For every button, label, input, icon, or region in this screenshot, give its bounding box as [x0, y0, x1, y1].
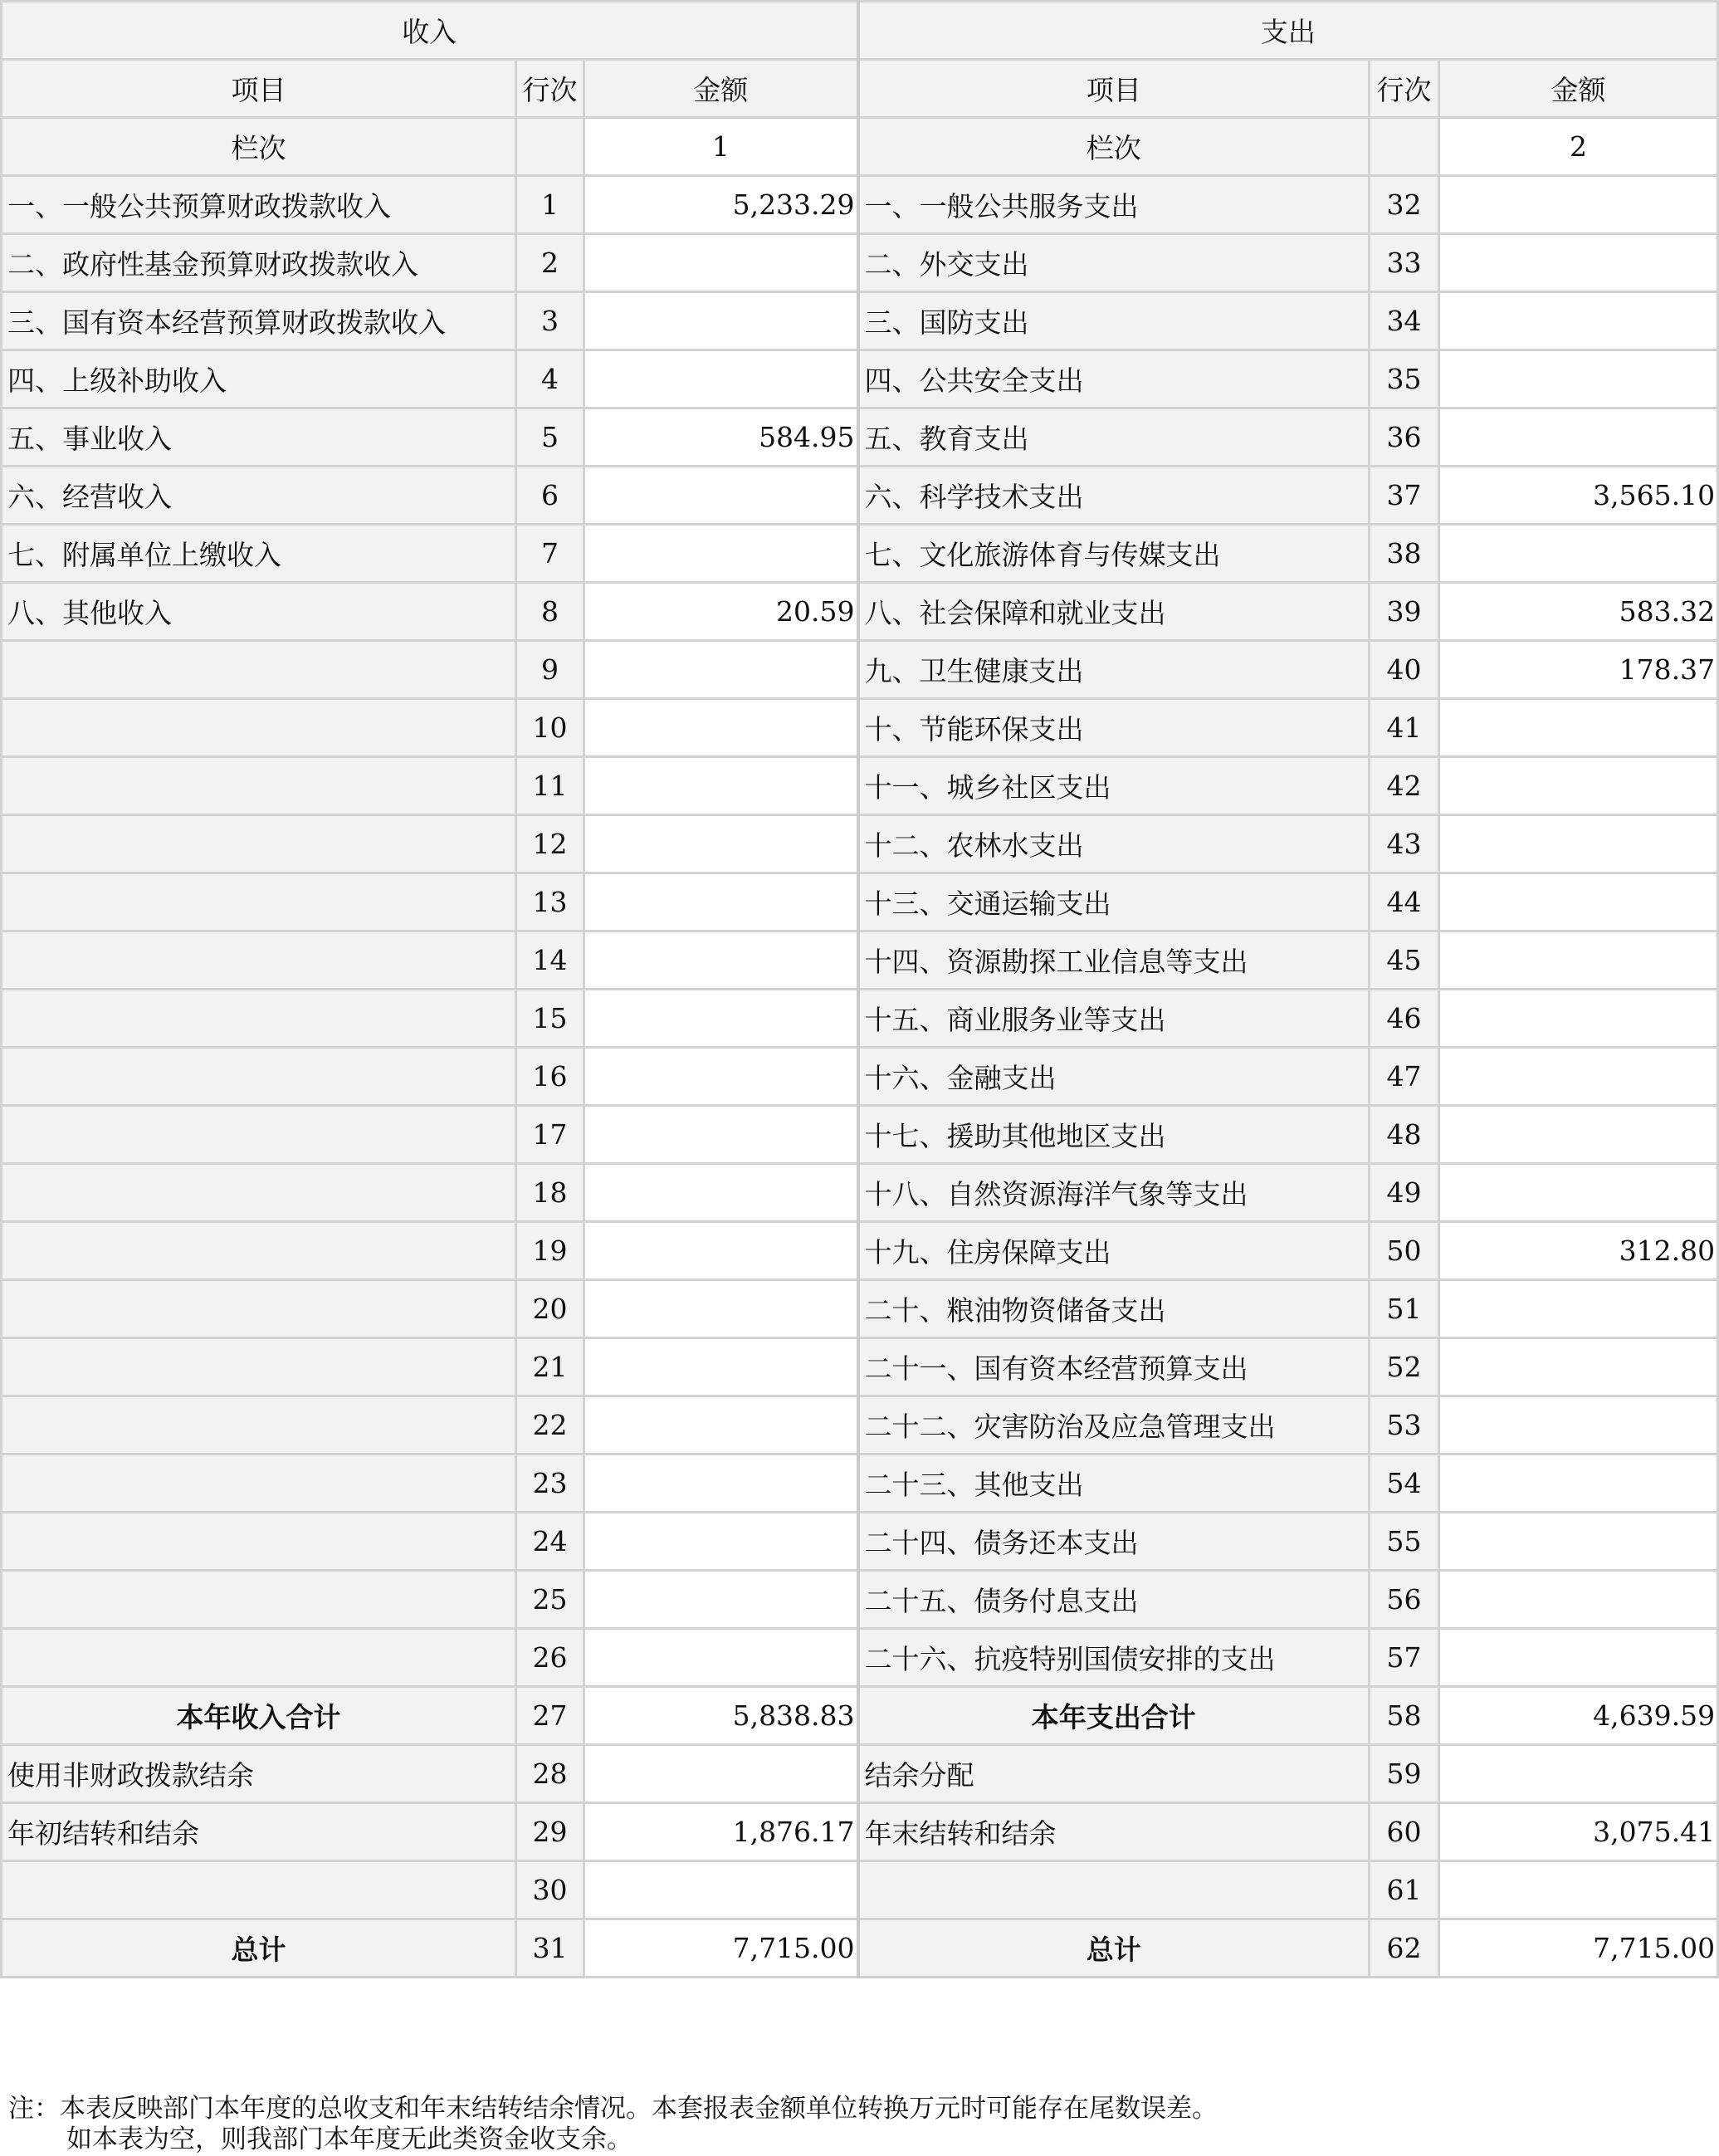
income-line-header: 行次	[516, 60, 584, 118]
income-item-cell	[2, 1513, 516, 1571]
income-item-header: 项目	[2, 60, 516, 118]
income-line-cell: 10	[516, 699, 584, 757]
table-row	[2, 1164, 1718, 1222]
income-amount-cell	[584, 1745, 858, 1803]
income-amount-cell	[584, 1513, 858, 1571]
expense-line-cell: 49	[1370, 1164, 1439, 1222]
table-row	[2, 1106, 1718, 1164]
expense-amount-cell	[1439, 1048, 1718, 1106]
expense-seq-blank	[1370, 118, 1439, 176]
income-line-cell: 22	[516, 1396, 584, 1454]
expense-amount-cell: 178.37	[1439, 641, 1718, 699]
income-amount-cell	[584, 292, 858, 350]
expense-item-cell: 三、国防支出	[858, 292, 1370, 350]
expense-line-cell: 34	[1370, 292, 1439, 350]
income-amount-cell	[584, 931, 858, 990]
income-item-cell: 七、附属单位上缴收入	[2, 525, 516, 583]
expense-amount-cell	[1439, 1513, 1718, 1571]
table-row	[2, 815, 1718, 873]
income-item-cell: 一、一般公共预算财政拨款收入	[2, 176, 516, 234]
table-row	[2, 1396, 1718, 1454]
income-item-cell	[2, 931, 516, 990]
expense-item-cell: 一、一般公共服务支出	[858, 176, 1370, 234]
income-amount-cell	[584, 815, 858, 873]
footnote-line-2: 如本表为空，则我部门本年度无此类资金收支余。	[66, 2124, 632, 2154]
expense-item-cell: 二十一、国有资本经营预算支出	[858, 1338, 1370, 1396]
expense-item-cell	[858, 1861, 1370, 1919]
income-item-cell	[2, 1571, 516, 1629]
income-line-cell: 12	[516, 815, 584, 873]
income-seq-label: 栏次	[2, 118, 516, 176]
income-line-cell: 13	[516, 873, 584, 931]
footnote-line-1: 注：本表反映部门本年度的总收支和年末结转结余情况。本套报表金额单位转换万元时可能存在尾数误差。	[8, 2094, 1218, 2124]
expense-item-cell: 二十四、债务还本支出	[858, 1513, 1370, 1571]
income-line-cell: 21	[516, 1338, 584, 1396]
expense-line-cell: 37	[1370, 467, 1439, 525]
table-row	[2, 931, 1718, 990]
expense-item-cell: 九、卫生健康支出	[858, 641, 1370, 699]
table-row	[2, 1222, 1718, 1280]
income-amount-cell	[584, 1454, 858, 1513]
expense-line-cell: 59	[1370, 1745, 1439, 1803]
income-amount-cell	[584, 641, 858, 699]
expense-item-cell: 十八、自然资源海洋气象等支出	[858, 1164, 1370, 1222]
expense-item-cell: 八、社会保障和就业支出	[858, 583, 1370, 641]
income-line-cell: 9	[516, 641, 584, 699]
income-line-cell: 30	[516, 1861, 584, 1919]
expense-item-cell: 本年支出合计	[858, 1687, 1370, 1745]
income-line-cell: 8	[516, 583, 584, 641]
expense-item-cell: 六、科学技术支出	[858, 467, 1370, 525]
section-header-row	[2, 2, 1718, 60]
expense-line-cell: 45	[1370, 931, 1439, 990]
income-line-cell: 2	[516, 234, 584, 292]
table-row	[2, 990, 1718, 1048]
income-item-cell: 三、国有资本经营预算财政拨款收入	[2, 292, 516, 350]
expense-line-cell: 53	[1370, 1396, 1439, 1454]
expense-item-cell: 总计	[858, 1919, 1370, 1978]
table-row	[2, 1919, 1718, 1978]
income-line-cell: 4	[516, 350, 584, 408]
expense-amount-cell	[1439, 1861, 1718, 1919]
income-amount-cell	[584, 467, 858, 525]
income-item-cell: 五、事业收入	[2, 408, 516, 467]
expense-amount-cell	[1439, 292, 1718, 350]
expense-line-cell: 43	[1370, 815, 1439, 873]
expense-item-cell: 十一、城乡社区支出	[858, 757, 1370, 815]
income-amount-header: 金额	[584, 60, 858, 118]
table-row	[2, 1513, 1718, 1571]
expense-amount-header: 金额	[1439, 60, 1718, 118]
expense-item-cell: 二十二、灾害防治及应急管理支出	[858, 1396, 1370, 1454]
table-row	[2, 1861, 1718, 1919]
income-section-title: 收入	[2, 2, 858, 60]
expense-line-cell: 62	[1370, 1919, 1439, 1978]
income-line-cell: 28	[516, 1745, 584, 1803]
expense-amount-cell	[1439, 699, 1718, 757]
expense-item-cell: 二十五、债务付息支出	[858, 1571, 1370, 1629]
expense-seq-label: 栏次	[858, 118, 1370, 176]
expense-amount-cell	[1439, 1629, 1718, 1687]
income-line-cell: 17	[516, 1106, 584, 1164]
expense-amount-cell: 312.80	[1439, 1222, 1718, 1280]
income-line-cell: 14	[516, 931, 584, 990]
income-amount-cell	[584, 757, 858, 815]
expense-amount-cell	[1439, 873, 1718, 931]
expense-line-cell: 44	[1370, 873, 1439, 931]
expense-line-cell: 41	[1370, 699, 1439, 757]
income-amount-cell: 5,233.29	[584, 176, 858, 234]
income-line-cell: 1	[516, 176, 584, 234]
income-amount-cell	[584, 990, 858, 1048]
expense-item-cell: 二十六、抗疫特别国债安排的支出	[858, 1629, 1370, 1687]
income-amount-cell	[584, 1338, 858, 1396]
table-row	[2, 1687, 1718, 1745]
expense-amount-cell	[1439, 1745, 1718, 1803]
table-row	[2, 1048, 1718, 1106]
income-amount-cell	[584, 1222, 858, 1280]
income-line-cell: 6	[516, 467, 584, 525]
expense-item-cell: 二十三、其他支出	[858, 1454, 1370, 1513]
table-row	[2, 1280, 1718, 1338]
income-line-cell: 20	[516, 1280, 584, 1338]
income-seq-number: 1	[584, 118, 858, 176]
expense-amount-cell: 583.32	[1439, 583, 1718, 641]
income-item-cell	[2, 1861, 516, 1919]
expense-line-cell: 58	[1370, 1687, 1439, 1745]
income-line-cell: 23	[516, 1454, 584, 1513]
income-amount-cell	[584, 525, 858, 583]
table-row	[2, 408, 1718, 467]
income-amount-cell	[584, 1571, 858, 1629]
expense-line-cell: 39	[1370, 583, 1439, 641]
expense-item-cell: 十六、金融支出	[858, 1048, 1370, 1106]
income-amount-cell: 5,838.83	[584, 1687, 858, 1745]
table-row	[2, 641, 1718, 699]
expense-amount-cell	[1439, 234, 1718, 292]
income-amount-cell	[584, 234, 858, 292]
footnote	[8, 2094, 1218, 2155]
income-line-cell: 16	[516, 1048, 584, 1106]
income-seq-blank	[516, 118, 584, 176]
income-line-cell: 5	[516, 408, 584, 467]
expense-amount-cell	[1439, 350, 1718, 408]
income-amount-cell	[584, 1164, 858, 1222]
expense-amount-cell: 7,715.00	[1439, 1919, 1718, 1978]
expense-item-cell: 五、教育支出	[858, 408, 1370, 467]
expense-amount-cell	[1439, 990, 1718, 1048]
table-row	[2, 1803, 1718, 1861]
table-row	[2, 234, 1718, 292]
expense-line-cell: 40	[1370, 641, 1439, 699]
expense-line-cell: 56	[1370, 1571, 1439, 1629]
expense-amount-cell	[1439, 176, 1718, 234]
expense-line-cell: 46	[1370, 990, 1439, 1048]
income-item-cell	[2, 1222, 516, 1280]
income-item-cell: 使用非财政拨款结余	[2, 1745, 516, 1803]
expense-item-header: 项目	[858, 60, 1370, 118]
expense-line-cell: 32	[1370, 176, 1439, 234]
expense-line-cell: 55	[1370, 1513, 1439, 1571]
expense-amount-cell: 4,639.59	[1439, 1687, 1718, 1745]
income-item-cell	[2, 1048, 516, 1106]
expense-item-cell: 十五、商业服务业等支出	[858, 990, 1370, 1048]
expense-section-title: 支出	[858, 2, 1718, 60]
table-row	[2, 1338, 1718, 1396]
income-amount-cell	[584, 1861, 858, 1919]
column-header-row	[2, 60, 1718, 118]
expense-line-cell: 48	[1370, 1106, 1439, 1164]
income-amount-cell: 584.95	[584, 408, 858, 467]
expense-line-cell: 51	[1370, 1280, 1439, 1338]
table-row	[2, 699, 1718, 757]
expense-line-cell: 35	[1370, 350, 1439, 408]
expense-item-cell: 十九、住房保障支出	[858, 1222, 1370, 1280]
income-line-cell: 25	[516, 1571, 584, 1629]
income-item-cell	[2, 1164, 516, 1222]
table-row	[2, 350, 1718, 408]
income-item-cell: 总计	[2, 1919, 516, 1978]
income-item-cell	[2, 1338, 516, 1396]
expense-item-cell: 年末结转和结余	[858, 1803, 1370, 1861]
income-line-cell: 26	[516, 1629, 584, 1687]
income-line-cell: 31	[516, 1919, 584, 1978]
income-item-cell	[2, 757, 516, 815]
expense-amount-cell	[1439, 408, 1718, 467]
expense-amount-cell	[1439, 757, 1718, 815]
income-amount-cell: 20.59	[584, 583, 858, 641]
income-item-cell	[2, 699, 516, 757]
expense-line-cell: 47	[1370, 1048, 1439, 1106]
income-amount-cell	[584, 350, 858, 408]
income-line-cell: 24	[516, 1513, 584, 1571]
income-item-cell	[2, 1454, 516, 1513]
income-line-cell: 7	[516, 525, 584, 583]
expense-amount-cell	[1439, 1338, 1718, 1396]
expense-line-cell: 57	[1370, 1629, 1439, 1687]
expense-line-cell: 54	[1370, 1454, 1439, 1513]
expense-item-cell: 四、公共安全支出	[858, 350, 1370, 408]
expense-item-cell: 结余分配	[858, 1745, 1370, 1803]
expense-item-cell: 二、外交支出	[858, 234, 1370, 292]
expense-line-cell: 42	[1370, 757, 1439, 815]
income-line-cell: 29	[516, 1803, 584, 1861]
table-row	[2, 467, 1718, 525]
expense-line-cell: 33	[1370, 234, 1439, 292]
table-row	[2, 583, 1718, 641]
table-row	[2, 176, 1718, 234]
income-item-cell	[2, 1629, 516, 1687]
income-amount-cell: 7,715.00	[584, 1919, 858, 1978]
income-item-cell	[2, 1396, 516, 1454]
income-amount-cell	[584, 873, 858, 931]
income-item-cell	[2, 815, 516, 873]
expense-line-cell: 61	[1370, 1861, 1439, 1919]
income-amount-cell	[584, 699, 858, 757]
income-line-cell: 27	[516, 1687, 584, 1745]
income-item-cell	[2, 1280, 516, 1338]
expense-amount-cell: 3,565.10	[1439, 467, 1718, 525]
expense-item-cell: 二十、粮油物资储备支出	[858, 1280, 1370, 1338]
income-amount-cell	[584, 1106, 858, 1164]
table-row	[2, 1629, 1718, 1687]
table-row	[2, 525, 1718, 583]
income-item-cell	[2, 1106, 516, 1164]
income-amount-cell	[584, 1280, 858, 1338]
income-line-cell: 15	[516, 990, 584, 1048]
income-item-cell: 年初结转和结余	[2, 1803, 516, 1861]
income-item-cell: 二、政府性基金预算财政拨款收入	[2, 234, 516, 292]
table-row	[2, 1571, 1718, 1629]
income-item-cell	[2, 641, 516, 699]
expense-item-cell: 十、节能环保支出	[858, 699, 1370, 757]
income-item-cell: 四、上级补助收入	[2, 350, 516, 408]
expense-item-cell: 十四、资源勘探工业信息等支出	[858, 931, 1370, 990]
expense-line-cell: 52	[1370, 1338, 1439, 1396]
income-item-cell: 六、经营收入	[2, 467, 516, 525]
expense-line-cell: 50	[1370, 1222, 1439, 1280]
income-amount-cell: 1,876.17	[584, 1803, 858, 1861]
expense-item-cell: 十二、农林水支出	[858, 815, 1370, 873]
expense-line-header: 行次	[1370, 60, 1439, 118]
expense-amount-cell: 3,075.41	[1439, 1803, 1718, 1861]
expense-amount-cell	[1439, 931, 1718, 990]
income-item-cell: 本年收入合计	[2, 1687, 516, 1745]
income-amount-cell	[584, 1629, 858, 1687]
expense-amount-cell	[1439, 1571, 1718, 1629]
income-item-cell	[2, 873, 516, 931]
expense-line-cell: 36	[1370, 408, 1439, 467]
table-row	[2, 1745, 1718, 1803]
expense-line-cell: 60	[1370, 1803, 1439, 1861]
income-line-cell: 3	[516, 292, 584, 350]
income-line-cell: 11	[516, 757, 584, 815]
expense-amount-cell	[1439, 1396, 1718, 1454]
income-item-cell: 八、其他收入	[2, 583, 516, 641]
income-amount-cell	[584, 1396, 858, 1454]
expense-amount-cell	[1439, 1164, 1718, 1222]
table-row	[2, 873, 1718, 931]
expense-amount-cell	[1439, 1454, 1718, 1513]
income-line-cell: 18	[516, 1164, 584, 1222]
expense-line-cell: 38	[1370, 525, 1439, 583]
expense-seq-number: 2	[1439, 118, 1718, 176]
column-seq-row	[2, 118, 1718, 176]
expense-item-cell: 十三、交通运输支出	[858, 873, 1370, 931]
income-amount-cell	[584, 1048, 858, 1106]
table-row	[2, 757, 1718, 815]
expense-amount-cell	[1439, 1106, 1718, 1164]
expense-amount-cell	[1439, 1280, 1718, 1338]
expense-amount-cell	[1439, 525, 1718, 583]
table-row	[2, 1454, 1718, 1513]
expense-item-cell: 七、文化旅游体育与传媒支出	[858, 525, 1370, 583]
table-row	[2, 292, 1718, 350]
expense-amount-cell	[1439, 815, 1718, 873]
expense-item-cell: 十七、援助其他地区支出	[858, 1106, 1370, 1164]
income-line-cell: 19	[516, 1222, 584, 1280]
income-item-cell	[2, 990, 516, 1048]
